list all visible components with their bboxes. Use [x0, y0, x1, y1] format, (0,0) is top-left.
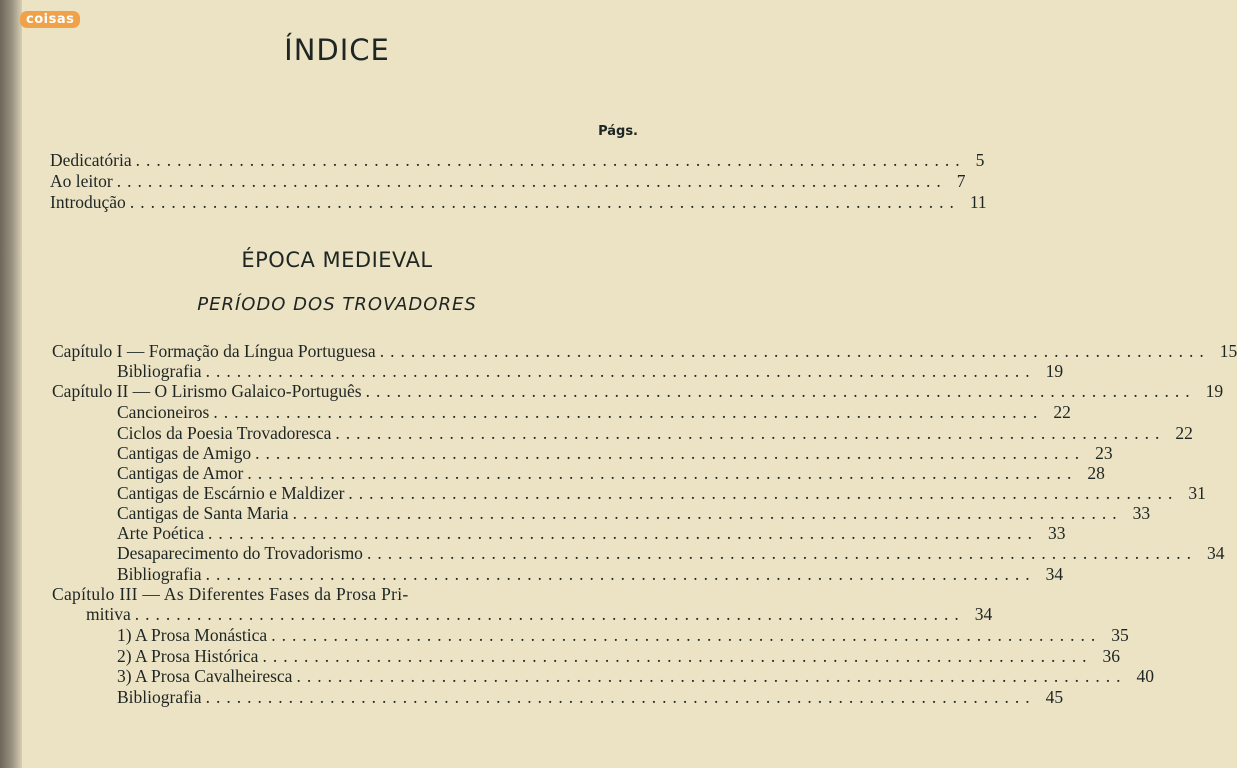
toc-entry-label: Introdução [50, 192, 126, 212]
toc-entry [0, 150, 985, 170]
watermark-logo: coisas [20, 11, 80, 28]
toc-entry-page: 33 [1047, 523, 1066, 543]
toc-entry [0, 666, 1154, 686]
page-title: ÍNDICE [284, 33, 390, 67]
leader-dots: ................................................................................ [207, 523, 1038, 543]
leader-dots: ................................................................................ [247, 463, 1078, 483]
toc-entry-label: Ao leitor [50, 171, 113, 191]
toc-entry-page: 34 [1206, 543, 1225, 563]
toc-entry-page: 36 [1102, 646, 1120, 666]
leader-dots: ................................................................................ [365, 381, 1196, 401]
leader-dots: ................................................................................ [213, 402, 1044, 422]
toc-entry-page: 11 [969, 192, 987, 212]
toc-entry-page: 7 [956, 171, 966, 191]
leader-dots: ................................................................................ [205, 361, 1036, 381]
toc-entry-label: Arte Poética [117, 523, 204, 543]
toc-entry-label: Cantigas de Santa Maria [117, 503, 289, 523]
leader-dots: ................................................................................ [366, 543, 1197, 563]
toc-entry-label: Cantigas de Amigo [117, 443, 252, 463]
toc-entry [0, 483, 1206, 503]
toc-entry-label: Dedicatória [50, 150, 132, 170]
toc-entry [0, 463, 1105, 483]
toc-entry-label: Capítulo I — Formação da Língua Portuguesa [52, 341, 376, 361]
toc-entry-page: 31 [1188, 483, 1206, 503]
toc-entry-label: Capítulo III — As Diferentes Fases da Prosa Pri- [52, 584, 409, 604]
toc-entry-page: 45 [1045, 687, 1064, 707]
toc-entry-page: 33 [1132, 503, 1151, 523]
toc-entry-page: 40 [1136, 666, 1154, 686]
leader-dots: ................................................................................ [129, 192, 960, 212]
toc-entry [0, 604, 993, 624]
leader-dots: ................................................................................ [134, 604, 965, 624]
toc-entry-label: 2) A Prosa Histórica [117, 646, 259, 666]
toc-entry [0, 171, 966, 191]
leader-dots: ................................................................................ [255, 443, 1086, 463]
toc-entry-page: 28 [1087, 463, 1105, 483]
toc-entry [0, 503, 1151, 523]
toc-entry-label: Cantigas de Escárnio e Maldizer [117, 483, 345, 503]
leader-dots: ................................................................................ [292, 503, 1123, 523]
toc-entry-label: Bibliografia [117, 564, 202, 584]
leader-dots: ................................................................................ [296, 666, 1127, 686]
leader-dots: ................................................................................ [271, 625, 1102, 645]
toc-entry [0, 646, 1120, 666]
toc-entry-label: Bibliografia [117, 687, 202, 707]
toc-entry-label: Bibliografia [117, 361, 202, 381]
toc-entry [0, 687, 1064, 707]
toc-entry-page: 22 [1175, 423, 1193, 443]
toc-entry-page: 5 [975, 150, 985, 170]
leader-dots: ................................................................................ [379, 341, 1210, 361]
leader-dots: ................................................................................ [205, 564, 1036, 584]
leader-dots: ................................................................................ [348, 483, 1179, 503]
leader-dots: ................................................................................ [335, 423, 1166, 443]
section-title: ÉPOCA MEDIEVAL [241, 248, 433, 272]
toc-entry-page: 15 [1219, 341, 1237, 361]
toc-entry [0, 402, 1071, 422]
toc-entry [0, 381, 1224, 401]
leader-dots: ................................................................................ [135, 150, 966, 170]
toc-entry [0, 361, 1064, 381]
toc-entry-page: 19 [1045, 361, 1064, 381]
toc-entry [0, 543, 1225, 563]
pages-column-label: Págs. [598, 124, 638, 139]
toc-entry-wrapped [0, 584, 674, 604]
toc-entry-label: mitiva [86, 604, 131, 624]
leader-dots: ................................................................................ [116, 171, 947, 191]
toc-entry-label: Cancioneiros [117, 402, 210, 422]
toc-entry-page: 22 [1053, 402, 1071, 422]
toc-entry-page: 34 [1045, 564, 1064, 584]
toc-entry [0, 341, 1237, 361]
toc-entry-label: Desaparecimento do Trovadorismo [117, 543, 363, 563]
toc-entry [0, 564, 1064, 584]
subsection-title: PERÍODO DOS TROVADORES [197, 294, 477, 315]
leader-dots: ................................................................................ [262, 646, 1093, 666]
toc-entry [0, 625, 1129, 645]
toc-entry-label: 1) A Prosa Monástica [117, 625, 268, 645]
toc-entry [0, 423, 1193, 443]
toc-entry [0, 443, 1113, 463]
toc-entry-label: Ciclos da Poesia Trovadoresca [117, 423, 332, 443]
toc-entry-label: 3) A Prosa Cavalheiresca [117, 666, 293, 686]
toc-entry [0, 192, 987, 212]
toc-entry-page: 19 [1205, 381, 1224, 401]
toc-entry-label: Capítulo II — O Lirismo Galaico-Português [52, 381, 362, 401]
toc-entry-page: 23 [1095, 443, 1113, 463]
toc-entry-page: 34 [974, 604, 993, 624]
toc-entry-label: Cantigas de Amor [117, 463, 244, 483]
toc-entry-page: 35 [1111, 625, 1129, 645]
toc-entry [0, 523, 1066, 543]
leader-dots: ................................................................................ [205, 687, 1036, 707]
